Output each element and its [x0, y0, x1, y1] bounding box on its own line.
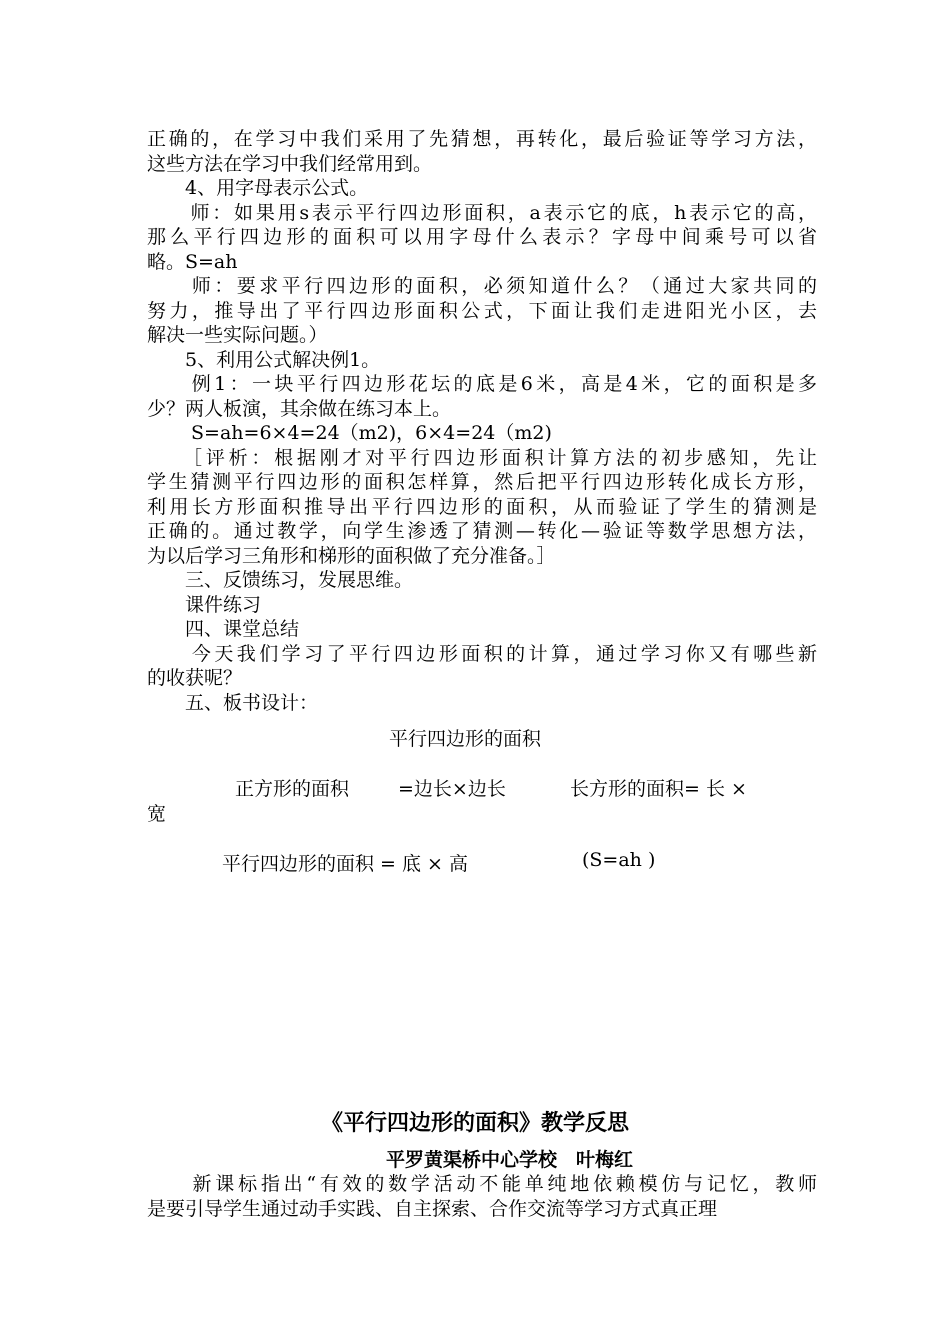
board-square-formula: =边长×边长 — [398, 778, 506, 800]
board-square-area: 正方形的面积 — [235, 778, 350, 800]
text-line: 正确的，在学习中我们采用了先猜想，再转化，最后验证等学习方法， — [147, 128, 817, 150]
text-line: 学生猜测平行四边形的面积怎样算，然后把平行四边形转化成长方形， — [147, 471, 817, 493]
text-line: 这些方法在学习中我们经常用到。 — [147, 152, 433, 175]
text-line: 少？两人板演，其余做在练习本上。 — [147, 397, 452, 420]
text-line: 三、反馈练习，发展思维。 — [147, 569, 414, 591]
text-line: 那么平行四边形的面积可以用字母什么表示？字母中间乘号可以省 — [147, 226, 817, 248]
text-line: 例1：一块平行四边形花坛的底是6米，高是4米，它的面积是多 — [147, 373, 817, 395]
text-line: ［评析：根据刚才对平行四边形面积计算方法的初步感知，先让 — [147, 446, 817, 469]
text-line: 为以后学习三角形和梯形的面积做了充分准备。］ — [147, 544, 556, 567]
text-line: 师：如果用s表示平行四边形面积，a表示它的底，h表示它的高， — [147, 201, 817, 224]
text-line: S=ah=6×4=24（m2)，6×4=24（m2) — [147, 422, 552, 444]
board-title: 平行四边形的面积 — [389, 728, 542, 750]
board-rect-wrap: 宽 — [147, 803, 167, 825]
text-line: 正确的。通过教学，向学生渗透了猜测—转化—验证等数学思想方法， — [147, 520, 817, 542]
text-line: 利用长方形面积推导出平行四边形的面积，从而验证了学生的猜测是 — [147, 495, 817, 518]
text-line: 5、利用公式解决例1。 — [147, 348, 381, 371]
text-line: 师：要求平行四边形的面积，必须知道什么？（通过大家共同的 — [147, 275, 817, 297]
reflection-body-text — [147, 1172, 817, 1221]
text-line: 的收获呢？ — [147, 667, 243, 689]
text-line: 是要引导学生通过动手实践、自主探索、合作交流等学习方式真正理 — [147, 1197, 718, 1220]
text-line: 五、板书设计： — [147, 691, 319, 714]
reflection-author: 平罗黄渠桥中心学校 叶梅红 — [386, 1149, 634, 1171]
text-line: 今天我们学习了平行四边形面积的计算，通过学习你又有哪些新 — [147, 642, 817, 665]
text-line: 课件练习 — [147, 593, 262, 616]
lesson-body-text — [147, 127, 817, 715]
board-rect-area: 长方形的面积= 长 × — [570, 778, 747, 800]
text-line: 略。S=ah — [147, 250, 238, 273]
text-line: 4、用字母表示公式。 — [147, 177, 369, 199]
board-parallelogram-area: 平行四边形的面积 = 底 × 高 — [222, 853, 468, 875]
board-parallelogram-formula: (S=ah ) — [582, 849, 656, 871]
text-line: 解决一些实际问题。） — [147, 324, 328, 346]
reflection-title: 《平行四边形的面积》教学反思 — [320, 1111, 629, 1136]
text-line: 新课标指出“有效的数学活动不能单纯地依赖模仿与记忆，教师 — [147, 1173, 817, 1195]
text-line: 努力，推导出了平行四边形面积公式，下面让我们走进阳光小区，去 — [147, 299, 817, 322]
text-line: 四、课堂总结 — [147, 618, 300, 640]
